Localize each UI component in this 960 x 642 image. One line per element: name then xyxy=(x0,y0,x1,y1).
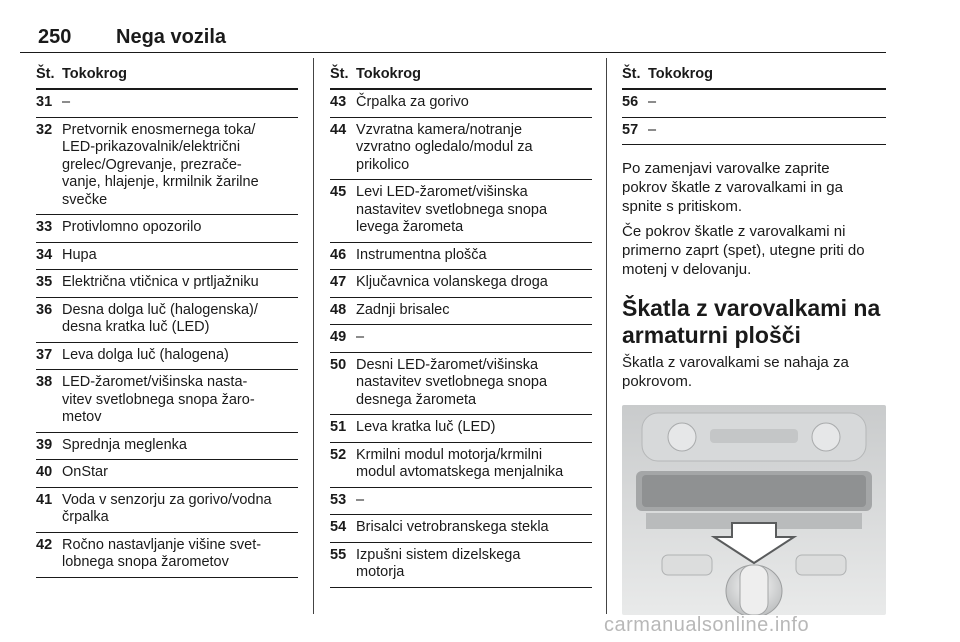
table-row xyxy=(330,180,592,243)
table-row xyxy=(330,353,592,416)
circuit-name: Sprednja meglenka xyxy=(62,436,187,453)
fuse-number: 44 xyxy=(330,121,347,138)
fuse-number: 35 xyxy=(36,274,53,290)
fuse-number: 51 xyxy=(330,419,347,435)
fuse-table-column-3 xyxy=(622,58,886,615)
header-label: Tokokrog xyxy=(356,66,421,82)
table-row xyxy=(330,488,592,516)
circuit-name: Instrumentna plošča xyxy=(356,246,487,263)
circuit-name: – xyxy=(356,491,365,508)
table-row xyxy=(36,343,298,371)
table-row xyxy=(330,298,592,326)
circuit-name: Leva dolga luč (halogena) xyxy=(62,346,229,363)
fuse-number: 49 xyxy=(330,329,347,345)
circuit-name: Levi LED-žaromet/višinska nastavitev svetlobnega snopa levega žarometa xyxy=(356,184,548,235)
paragraph-close-cover: Po zamenjavi varovalke zaprite pokrov škatle z varovalkami in ga spnite s pritiskom. xyxy=(622,160,843,215)
fuse-number: 50 xyxy=(330,356,347,373)
page-header xyxy=(20,22,886,53)
table-row xyxy=(330,543,592,588)
table-row xyxy=(36,370,298,433)
fuse-number: 37 xyxy=(36,346,53,363)
table-row xyxy=(36,488,298,533)
console-image xyxy=(622,405,886,615)
fuse-number: 36 xyxy=(36,301,53,318)
header-label: Tokokrog xyxy=(62,66,127,82)
table-row xyxy=(330,515,592,543)
circuit-name: Desna dolga luč (halogenska)/ desna kratka luč (LED) xyxy=(62,301,258,335)
header-num: Št. xyxy=(36,66,55,82)
table-row xyxy=(330,118,592,181)
header-num: Št. xyxy=(330,66,349,82)
circuit-name: OnStar xyxy=(62,464,108,480)
paragraph-warning: Če pokrov škatle z varovalkami ni primerno zaprt (spet), utegne priti do motenj v delovanju. xyxy=(622,223,865,278)
circuit-name: Zadnji brisalec xyxy=(356,301,450,318)
fuse-table-column-1 xyxy=(36,58,298,578)
circuit-name: Protivlomno opozorilo xyxy=(62,219,202,235)
table-header xyxy=(622,58,886,90)
fuse-number: 54 xyxy=(330,519,347,535)
page-title: Nega vozila xyxy=(116,26,227,48)
circuit-name: Ročno nastavljanje višine svet- lobnega snopa žarometov xyxy=(62,536,262,570)
table-row xyxy=(36,118,298,216)
fuse-number: 32 xyxy=(36,121,53,138)
fuse-number: 55 xyxy=(330,546,347,563)
fuse-number: 38 xyxy=(36,374,53,390)
table-row xyxy=(622,118,886,146)
circuit-name: – xyxy=(648,94,657,110)
page-number: 250 xyxy=(38,26,72,48)
circuit-name: Pretvornik enosmernega toka/ LED-prikazovalnik/električni grelec/Ogrevanje, prezrače- vanje, hlajenje, krmilnik žarilne svečke xyxy=(62,121,259,208)
fuse-number: 31 xyxy=(36,94,53,110)
fuse-number: 53 xyxy=(330,491,347,508)
fuse-number: 46 xyxy=(330,246,347,263)
table-header xyxy=(330,58,592,90)
fuse-number: 33 xyxy=(36,219,53,235)
circuit-name: Krmilni modul motorja/krmilni modul avtomatskega menjalnika xyxy=(356,446,564,480)
table-row xyxy=(36,270,298,298)
circuit-name: Leva kratka luč (LED) xyxy=(356,419,496,435)
fuse-box-photo xyxy=(622,405,886,615)
circuit-name: Voda v senzorju za gorivo/vodna črpalka xyxy=(62,491,272,525)
circuit-name: Ključavnica volanskega droga xyxy=(356,274,548,290)
section-heading: Škatla z varovalkami na armaturni plošči xyxy=(622,295,881,348)
table-row xyxy=(36,215,298,243)
table-row xyxy=(330,325,592,353)
table-row xyxy=(36,298,298,343)
fuse-number: 34 xyxy=(36,246,53,263)
circuit-name: Črpalka za gorivo xyxy=(356,94,469,110)
table-row xyxy=(330,443,592,488)
table-header xyxy=(36,58,298,90)
table-body xyxy=(36,90,298,578)
table-row xyxy=(36,460,298,488)
fuse-number: 56 xyxy=(622,94,639,110)
fuse-table-column-2 xyxy=(330,58,592,588)
header-num: Št. xyxy=(622,66,641,82)
fuse-number: 42 xyxy=(36,536,53,553)
table-row xyxy=(330,243,592,271)
circuit-name: Vzvratna kamera/notranje vzvratno ogledalo/modul za prikolico xyxy=(356,121,533,173)
header-label: Tokokrog xyxy=(648,66,713,82)
circuit-name: LED-žaromet/višinska nasta- vitev svetlobnega snopa žaro- metov xyxy=(62,374,255,425)
table-row xyxy=(330,90,592,118)
table-row xyxy=(36,243,298,271)
table-row xyxy=(330,270,592,298)
table-row xyxy=(36,533,298,578)
circuit-name: Brisalci vetrobranskega stekla xyxy=(356,519,549,535)
fuse-number: 48 xyxy=(330,301,347,318)
circuit-name: Hupa xyxy=(62,246,97,263)
fuse-number: 52 xyxy=(330,446,347,463)
circuit-name: Izpušni sistem dizelskega motorja xyxy=(356,546,521,580)
column-divider xyxy=(606,58,607,614)
fuse-number: 41 xyxy=(36,491,53,508)
column-divider xyxy=(313,58,314,614)
circuit-name: – xyxy=(62,94,71,110)
circuit-name: – xyxy=(648,121,657,138)
table-row xyxy=(36,433,298,461)
fuse-number: 47 xyxy=(330,274,347,290)
fuse-number: 57 xyxy=(622,121,639,138)
table-row xyxy=(330,415,592,443)
table-body xyxy=(622,90,886,145)
circuit-name: Električna vtičnica v prtljažniku xyxy=(62,274,259,290)
circuit-name: Desni LED-žaromet/višinska nastavitev svetlobnega snopa desnega žarometa xyxy=(356,356,548,408)
table-row xyxy=(36,90,298,118)
fuse-number: 39 xyxy=(36,436,53,453)
table-row xyxy=(622,90,886,118)
table-body xyxy=(330,90,592,588)
paragraph-location: Škatla z varovalkami se nahaja za pokrovom. xyxy=(622,354,849,390)
watermark: carmanualsonline.info xyxy=(604,614,810,636)
fuse-number: 40 xyxy=(36,464,53,480)
fuse-number: 43 xyxy=(330,94,347,110)
circuit-name: – xyxy=(356,329,365,345)
fuse-number: 45 xyxy=(330,184,347,200)
